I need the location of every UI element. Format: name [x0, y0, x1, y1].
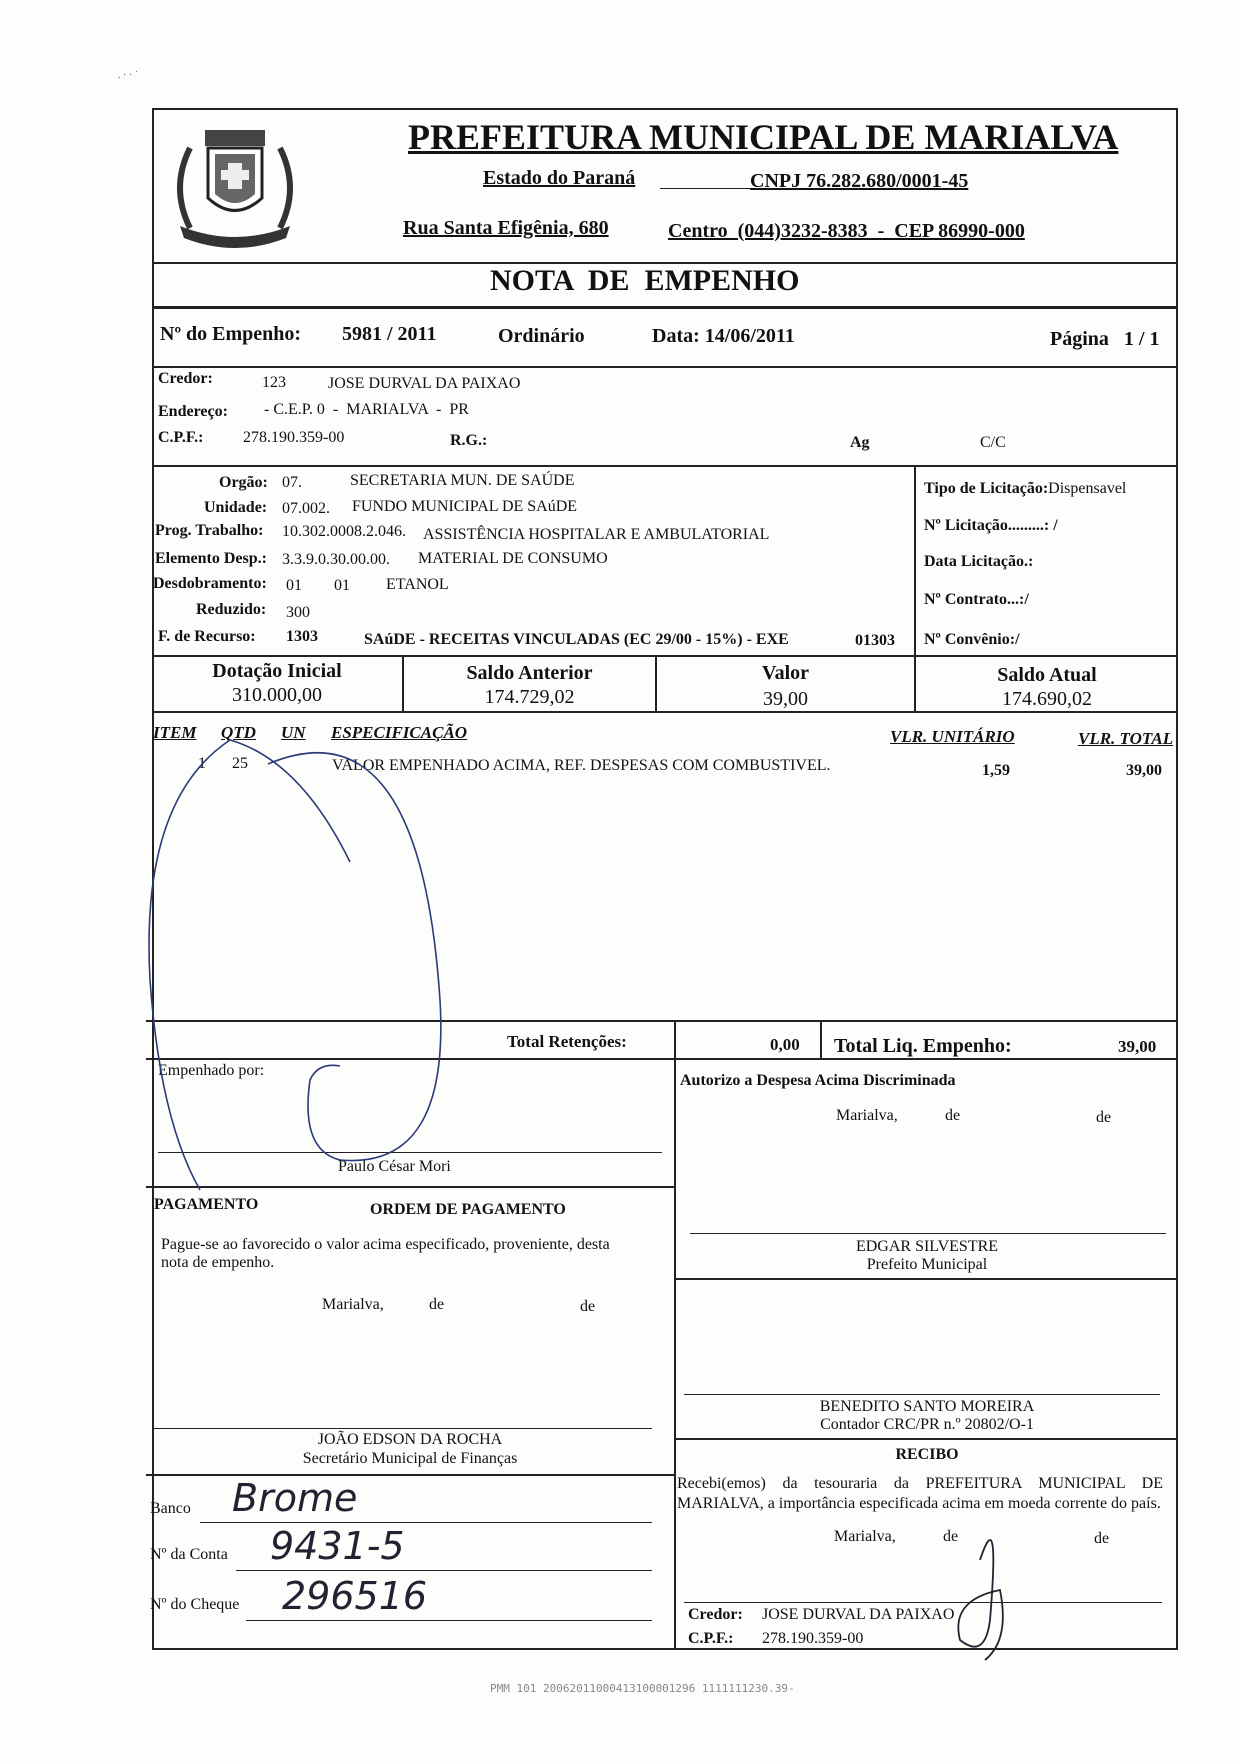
desdobramento-a: 01: [286, 577, 302, 594]
recibo-de-2: de: [1094, 1530, 1110, 1547]
cheque-label: Nº do Cheque: [150, 1596, 240, 1613]
divider: [146, 1186, 674, 1188]
footer-code: PMM 101 20062011000413100001296 1111111230.39-: [490, 1682, 795, 1695]
dotacao-value: 310.000,00: [232, 684, 322, 706]
recibo-credor-label: Credor:: [688, 1606, 743, 1623]
divider-vertical: [674, 1058, 676, 1650]
convenio-number: Nº Convênio:/: [924, 631, 1020, 648]
orgao-name: SECRETARIA MUN. DE SAÚDE: [350, 472, 575, 489]
col-item: ITEM: [153, 723, 197, 742]
licitacao-number: Nº Licitação.........: /: [924, 517, 1058, 534]
seal-banner-text: MARIALVA: [200, 223, 257, 234]
conta-line: [236, 1570, 652, 1571]
cc-label: C/C: [980, 434, 1006, 451]
signature-line: [158, 1152, 662, 1153]
contrato-number: Nº Contrato...:/: [924, 591, 1029, 608]
divider: [152, 306, 1178, 309]
address-contact: Centro (044)3232-8383 - CEP 86990-000: [668, 220, 1025, 242]
divider: [674, 1278, 1178, 1280]
prog-name: ASSISTÊNCIA HOSPITALAR E AMBULATORIAL: [423, 526, 770, 543]
divider: [152, 711, 1178, 713]
recibo-cpf-value: 278.190.359-00: [762, 1630, 864, 1647]
divider-vertical: [674, 1022, 676, 1058]
cnpj: CNPJ 76.282.680/0001-45: [750, 170, 969, 192]
recurso-number: 01303: [855, 632, 895, 649]
recibo-cpf-label: C.P.F.:: [688, 1630, 734, 1647]
recibo-credor-name: JOSE DURVAL DA PAIXAO: [762, 1606, 955, 1623]
licitacao-date: Data Licitação.:: [924, 553, 1034, 570]
reduzido-label: Reduzido:: [196, 601, 267, 618]
total-liquido-label: Total Liq. Empenho:: [834, 1035, 1012, 1057]
signature-line: [684, 1394, 1160, 1395]
doc-title: NOTA DE EMPENHO: [490, 264, 800, 297]
empenho-number: 5981 / 2011: [342, 323, 437, 345]
prefeitura-title: PREFEITURA MUNICIPAL DE MARIALVA: [408, 117, 1119, 157]
secretario-role: Secretário Municipal de Finanças: [302, 1450, 518, 1467]
desdobramento-label: Desdobramento:: [153, 575, 267, 592]
empenho-date: Data: 14/06/2011: [652, 325, 795, 347]
autorizo-de-2: de: [1096, 1109, 1112, 1126]
secretario-name: JOÃO EDSON DA ROCHA: [317, 1431, 503, 1448]
licitacao-type-value: Dispensavel: [1048, 480, 1127, 497]
credor-code: 123: [262, 374, 286, 391]
total-retencoes-label: Total Retenções:: [507, 1032, 627, 1051]
autorizo-title: Autorizo a Despesa Acima Discriminada: [680, 1072, 956, 1089]
elemento-code: 3.3.9.0.30.00.00.: [282, 551, 390, 568]
cpf-label: C.P.F.:: [158, 429, 204, 446]
orgao-label: Orgão:: [219, 474, 268, 491]
address: Rua Santa Efigênia, 680: [403, 217, 609, 239]
divider: [146, 1058, 1178, 1060]
divider: [152, 655, 1178, 657]
page-number: Página 1 / 1: [1050, 328, 1160, 350]
saldo-atual-value: 174.690,02: [1002, 688, 1092, 710]
reduzido-value: 300: [286, 604, 310, 621]
header-underline: [660, 188, 750, 189]
saldo-atual-label: Saldo Atual: [997, 664, 1097, 686]
recibo-place: Marialva,: [834, 1528, 896, 1545]
city-seal: [160, 108, 310, 258]
desdobramento-b: 01: [334, 577, 350, 594]
prog-code: 10.302.0008.2.046.: [282, 523, 406, 540]
divider: [146, 1474, 674, 1476]
empenho-label: Nº do Empenho:: [160, 323, 302, 345]
cpf-value: 278.190.359-00: [243, 429, 345, 446]
cheque-line: [246, 1620, 652, 1621]
recibo-title: RECIBO: [895, 1446, 959, 1463]
col-un: UN: [281, 723, 306, 742]
autorizo-place: Marialva,: [836, 1107, 898, 1124]
row-item: 1: [198, 755, 206, 772]
endereco-value: - C.E.P. 0 - MARIALVA - PR: [264, 401, 469, 418]
saldo-anterior-value: 174.729,02: [484, 686, 575, 708]
row-vlr-unitario: 1,59: [982, 762, 1010, 779]
divider-vertical: [914, 465, 916, 655]
prefeito-role: Prefeito Municipal: [866, 1256, 988, 1273]
ag-label: Ag: [850, 434, 870, 451]
col-qtd: QTD: [221, 723, 256, 742]
pagamento-de-1: de: [429, 1296, 445, 1313]
prefeito-name: EDGAR SILVESTRE: [855, 1238, 999, 1255]
pagamento-place: Marialva,: [322, 1296, 384, 1313]
unidade-name: FUNDO MUNICIPAL DE SAúDE: [352, 498, 578, 515]
divider-vertical: [820, 1022, 822, 1058]
total-retencoes-value: 0,00: [770, 1035, 800, 1054]
saldo-anterior-label: Saldo Anterior: [466, 662, 593, 684]
credor-name: JOSE DURVAL DA PAIXAO: [328, 375, 521, 392]
signature-line: [152, 1428, 652, 1429]
elemento-name: MATERIAL DE CONSUMO: [418, 550, 608, 567]
unidade-code: 07.002.: [282, 500, 330, 517]
divider: [152, 366, 1178, 368]
row-vlr-total: 39,00: [1126, 762, 1162, 779]
banco-line: [200, 1522, 652, 1523]
recurso-name: SAúDE - RECEITAS VINCULADAS (EC 29/00 - 15%) - EXE: [364, 631, 789, 648]
cheque-handwritten: 296516: [282, 1574, 428, 1618]
ordem-pagamento-title: ORDEM DE PAGAMENTO: [370, 1201, 566, 1218]
elemento-label: Elemento Desp.:: [155, 550, 267, 567]
pagamento-label: PAGAMENTO: [154, 1196, 259, 1213]
prog-label: Prog. Trabalho:: [155, 522, 264, 539]
empenhado-por-label: Empenhado por:: [158, 1062, 265, 1079]
recurso-code: 1303: [286, 628, 318, 645]
orgao-code: 07.: [282, 474, 302, 491]
desdobramento-name: ETANOL: [386, 576, 449, 593]
row-qtd: 25: [232, 755, 248, 772]
recibo-de-1: de: [943, 1528, 959, 1545]
recurso-label: F. de Recurso:: [158, 628, 256, 645]
endereco-label: Endereço:: [158, 403, 228, 420]
banco-label: Banco: [150, 1500, 191, 1517]
divider: [146, 1020, 1178, 1022]
col-vlr-total: VLR. TOTAL: [1078, 729, 1174, 748]
licitacao-type: [924, 480, 1126, 498]
scan-speck: . · · ˙: [118, 70, 138, 81]
rg-label: R.G.:: [450, 432, 488, 449]
divider: [152, 465, 1178, 467]
col-vlr-unitario: VLR. UNITÁRIO: [890, 727, 1015, 746]
licitacao-type-label: Tipo de Licitação:: [924, 480, 1049, 497]
table-row: [152, 752, 1178, 779]
conta-handwritten: 9431-5: [270, 1524, 405, 1568]
autorizo-de-1: de: [945, 1107, 961, 1124]
contador-name: BENEDITO SANTO MOREIRA: [819, 1398, 1035, 1415]
banco-handwritten: Brome: [232, 1476, 358, 1520]
col-especificacao: ESPECIFICAÇÃO: [331, 723, 468, 742]
signature-line: [690, 1233, 1166, 1234]
signature-line: [684, 1602, 1162, 1603]
valor-value: 39,00: [763, 688, 808, 710]
credor-label: Credor:: [158, 370, 213, 387]
empenhado-signer: Paulo César Mori: [338, 1158, 451, 1175]
total-liquido-value: 39,00: [1118, 1037, 1157, 1056]
row-especificacao: VALOR EMPENHADO ACIMA, REF. DESPESAS COM COMBUSTIVEL.: [332, 757, 831, 774]
contador-role: Contador CRC/PR n.º 20802/O-1: [820, 1416, 1034, 1433]
unidade-label: Unidade:: [204, 499, 268, 516]
state-name: Estado do Paraná: [483, 167, 636, 189]
divider: [674, 1438, 1178, 1440]
pagamento-text: Pague-se ao favorecido o valor acima especificado, proveniente, desta nota de empenho.: [161, 1236, 610, 1271]
dotacao-label: Dotação Inicial: [212, 660, 342, 682]
conta-label: Nº da Conta: [150, 1546, 228, 1563]
recibo-text: Recebi(emos) da tesouraria da PREFEITURA MUNICIPAL DE MARIALVA, a importância especificada acima em moeda corrente do país.: [677, 1475, 1163, 1512]
valor-label: Valor: [761, 662, 810, 684]
empenho-type: Ordinário: [498, 325, 585, 347]
pagamento-de-2: de: [580, 1298, 596, 1315]
